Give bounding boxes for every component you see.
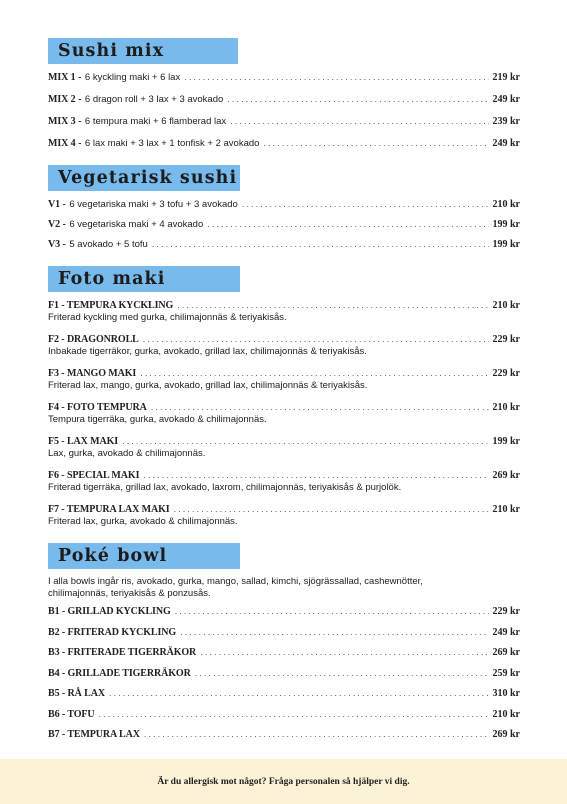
- menu-item: [48, 469, 520, 494]
- item-description: Friterad lax, mango, gurka, avokado, grillad lax, chilimajonnäs & teriyakisås.: [48, 380, 368, 391]
- item-code: MIX 4: [48, 138, 76, 149]
- dot-leader: [184, 71, 488, 84]
- menu-item: MIX 3 - 6 tempura maki + 6 flamberad lax . . . 239 kr: [48, 115, 520, 128]
- menu-item: [48, 333, 520, 358]
- item-price: 269 kr: [492, 647, 520, 658]
- menu-item: [48, 401, 520, 426]
- section-title: Poké bowl: [58, 546, 168, 566]
- menu-item: [48, 626, 520, 639]
- item-price: 210 kr: [492, 199, 520, 210]
- menu-item: [48, 708, 520, 721]
- item-description: 6 kyckling maki + 6 lax: [84, 72, 181, 83]
- item-code: F4 - FOTO TEMPURA: [48, 402, 147, 413]
- item-code: F7 - TEMPURA LAX MAKI: [48, 504, 170, 515]
- menu-page: [48, 38, 520, 741]
- item-code: V3: [48, 239, 61, 250]
- item-code: F2 - DRAGONROLL: [48, 334, 139, 345]
- item-description: Friterad tigerräka, grillad lax, avokado, laxrom, chilimajonnäs, teriyakisås & purjolök.: [48, 482, 402, 493]
- section-header-sushi-mix: [48, 38, 238, 64]
- item-description: Lax, gurka, avokado & chilimajonnäs.: [48, 448, 206, 459]
- dot-leader: [143, 469, 488, 482]
- dot-leader: [140, 367, 488, 380]
- menu-item: [48, 646, 520, 659]
- section-intro: I alla bowls ingår ris, avokado, gurka, mango, sallad, kimchi, sjögrässallad, cashewnötter, chilimajonnäs, teriyakisås & ponzusås.: [48, 576, 423, 599]
- menu-item: [48, 435, 520, 460]
- item-description: Inbakade tigerräkor, gurka, avokado, grillad lax, chilimajonnäs & teriyakisås.: [48, 346, 367, 357]
- item-description: 6 lax maki + 3 lax + 1 tonfisk + 2 avokado: [84, 138, 260, 149]
- menu-item: [48, 367, 520, 392]
- menu-item: V1 - 6 vegetariska maki + 3 tofu + 3 avokado . . . 210 kr: [48, 198, 520, 211]
- menu-item: [48, 687, 520, 700]
- item-code: V2: [48, 219, 61, 230]
- section-header-poke-bowl: [48, 543, 240, 569]
- section-items-vegetarisk-sushi: [48, 198, 520, 251]
- section-items-sushi-mix: [48, 71, 520, 150]
- dot-leader: [174, 503, 489, 516]
- item-code: F6 - SPECIAL MAKI: [48, 470, 140, 481]
- dot-leader: [230, 115, 488, 128]
- item-description: Friterad lax, gurka, avokado & chilimajonnäs.: [48, 516, 238, 527]
- item-code: B2 - FRITERAD KYCKLING: [48, 626, 177, 638]
- item-price: 239 kr: [492, 116, 520, 127]
- dot-leader: [175, 605, 489, 618]
- dot-leader: [122, 435, 488, 448]
- dot-leader: [99, 708, 489, 721]
- menu-item: [48, 503, 520, 528]
- menu-item: V2 - 6 vegetariska maki + 4 avokado . . . 199 kr: [48, 218, 520, 231]
- item-price: 229 kr: [492, 606, 520, 617]
- dot-leader: [151, 401, 489, 414]
- item-code: B3 - FRITERADE TIGERRÄKOR: [48, 647, 197, 658]
- menu-item: [48, 605, 520, 618]
- item-code: B4 - GRILLADE TIGERRÄKOR: [48, 667, 191, 679]
- item-code: V1: [48, 199, 61, 210]
- dot-leader: [143, 333, 489, 346]
- item-price: 269 kr: [492, 729, 520, 740]
- menu-item: MIX 1 - 6 kyckling maki + 6 lax . . . 219 kr: [48, 71, 520, 84]
- section-header-foto-maki: [48, 266, 240, 292]
- item-code: MIX 1: [48, 72, 76, 83]
- menu-item: MIX 2 - 6 dragon roll + 3 lax + 3 avokado . . . 249 kr: [48, 93, 520, 106]
- item-code: B5 - RÅ LAX: [48, 688, 105, 699]
- item-description: 6 tempura maki + 6 flamberad lax: [84, 116, 227, 127]
- item-price: 269 kr: [492, 470, 520, 481]
- dot-leader: [152, 238, 489, 251]
- item-price: 310 kr: [492, 688, 520, 699]
- menu-item: [48, 299, 520, 324]
- item-code: F1 - TEMPURA KYCKLING: [48, 300, 174, 311]
- menu-item: [48, 728, 520, 741]
- item-price: 249 kr: [492, 94, 520, 105]
- item-price: 249 kr: [492, 138, 520, 149]
- item-price: 199 kr: [492, 436, 520, 447]
- dot-leader: [195, 667, 489, 680]
- item-price: 229 kr: [492, 368, 520, 379]
- item-price: 249 kr: [492, 626, 520, 638]
- section-header-vegetarisk-sushi: [48, 165, 240, 191]
- item-price: 259 kr: [492, 667, 520, 679]
- item-code: MIX 2: [48, 94, 76, 105]
- item-description: Friterad kyckling med gurka, chilimajonnäs & teriyakisås.: [48, 312, 287, 323]
- item-description: Tempura tigerräka, gurka, avokado & chilimajonnäs.: [48, 414, 267, 425]
- section-title: Vegetarisk sushi: [58, 168, 238, 188]
- item-price: 210 kr: [492, 708, 520, 720]
- item-description: 6 vegetariska maki + 3 tofu + 3 avokado: [69, 199, 238, 210]
- item-code: B1 - GRILLAD KYCKLING: [48, 606, 171, 617]
- dot-leader: [180, 626, 488, 639]
- dot-leader: [109, 687, 489, 700]
- section-items-poke-bowl: [48, 605, 520, 741]
- section-items-foto-maki: [48, 299, 520, 528]
- item-price: 210 kr: [492, 300, 520, 311]
- item-price: 199 kr: [492, 239, 520, 250]
- menu-item: [48, 667, 520, 680]
- item-code: F3 - MANGO MAKI: [48, 368, 137, 379]
- item-description: 6 dragon roll + 3 lax + 3 avokado: [84, 94, 224, 105]
- dot-leader: [207, 218, 488, 231]
- item-code: F5 - LAX MAKI: [48, 436, 119, 447]
- item-description: 5 avokado + 5 tofu: [69, 239, 148, 250]
- allergy-footer: [0, 759, 567, 804]
- item-code: B7 - TEMPURA LAX: [48, 729, 140, 740]
- item-price: 210 kr: [492, 504, 520, 515]
- item-price: 210 kr: [492, 402, 520, 413]
- dot-leader: [242, 198, 489, 211]
- item-price: 219 kr: [492, 72, 520, 83]
- item-code: B6 - TOFU: [48, 708, 95, 720]
- dot-leader: [200, 646, 488, 659]
- section-title: Foto maki: [58, 269, 166, 289]
- item-code: MIX 3: [48, 116, 76, 127]
- allergy-notice: Är du allergisk mot något? Fråga personalen så hjälper vi dig.: [157, 776, 410, 787]
- dot-leader: [263, 137, 488, 150]
- dot-leader: [177, 299, 488, 312]
- item-price: 199 kr: [492, 219, 520, 230]
- menu-item: MIX 4 - 6 lax maki + 3 lax + 1 tonfisk + 2 avokado . . . 249 kr: [48, 137, 520, 150]
- section-title: Sushi mix: [58, 41, 165, 61]
- item-price: 229 kr: [492, 334, 520, 345]
- menu-item: V3 - 5 avokado + 5 tofu . . . 199 kr: [48, 238, 520, 251]
- item-description: 6 vegetariska maki + 4 avokado: [69, 219, 204, 230]
- dot-leader: [227, 93, 488, 106]
- dot-leader: [144, 728, 489, 741]
